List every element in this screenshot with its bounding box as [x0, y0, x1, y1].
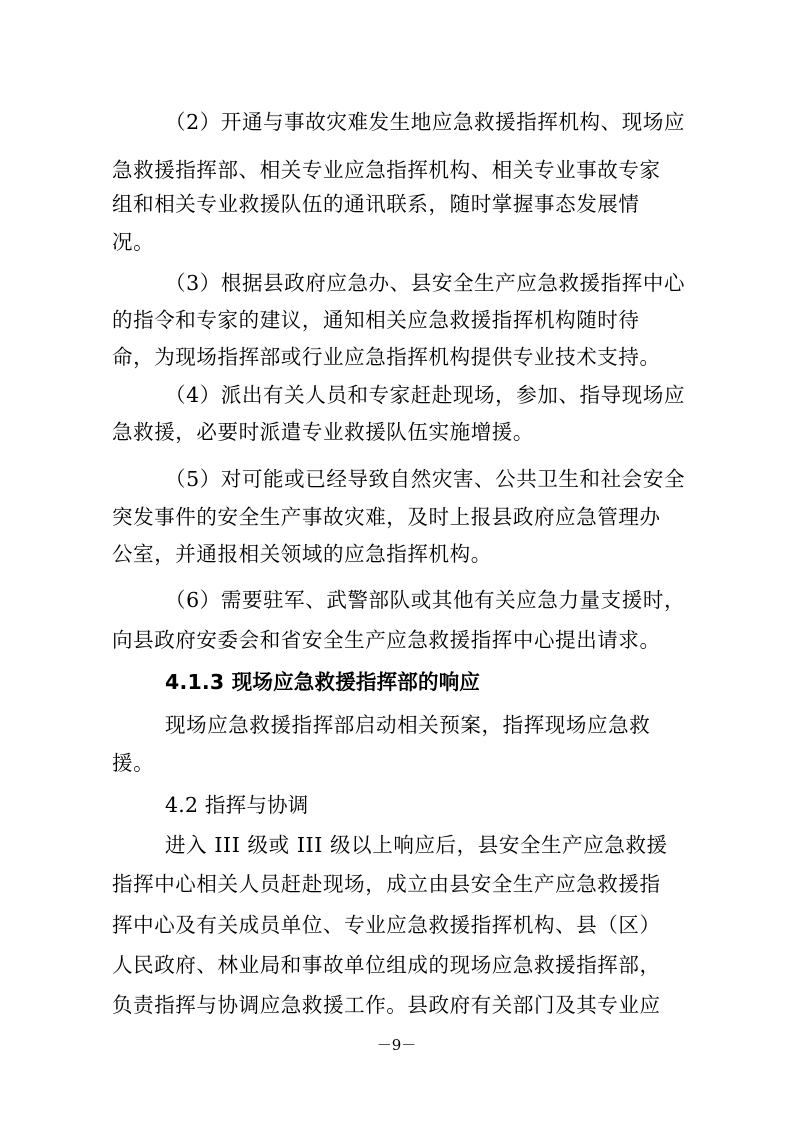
- paragraph-5-line: 突发事件的安全生产事故灾难，及时上报县政府应急管理办: [112, 505, 661, 529]
- paragraph-5-line: （5）对可能或已经导致自然灾害、公共卫生和社会安全: [165, 467, 686, 491]
- paragraph-6-line: （6）需要驻军、武警部队或其他有关应急力量支援时，: [165, 588, 686, 612]
- paragraph-2-line: 急救援指挥部、相关专业应急指挥机构、相关专业事故专家: [112, 158, 661, 182]
- paragraph-4-1-3-line: 援。: [112, 751, 155, 775]
- paragraph-3-line: 的指令和专家的建议，通知相关应急救援指挥机构随时待: [112, 308, 640, 332]
- paragraph-6-line: 向县政府安委会和省安全生产应急救援指挥中心提出请求。: [112, 628, 661, 652]
- paragraph-2-line: 况。: [112, 230, 155, 254]
- paragraph-3-line: 命，为现场指挥部或行业应急指挥机构提供专业技术支持。: [112, 345, 661, 369]
- paragraph-4-1-3-line: 现场应急救援指挥部启动相关预案，指挥现场应急救: [165, 713, 651, 737]
- paragraph-4-line: 急救援，必要时派遣专业救援队伍实施增援。: [112, 420, 534, 444]
- paragraph-2-line: 组和相关专业救援队伍的通讯联系，随时掌握事态发展情: [112, 192, 640, 216]
- page-number: －9－: [376, 1036, 417, 1054]
- paragraph-2-line: （2）开通与事故灾难发生地应急救援指挥机构、现场应: [165, 110, 686, 134]
- paragraph-4-2-line: 挥中心及有关成员单位、专业应急救援指挥机构、县（区）: [112, 913, 661, 937]
- section-heading-4-1-3: 4.1.3 现场应急救援指挥部的响应: [165, 670, 481, 694]
- paragraph-3-line: （3）根据县政府应急办、县安全生产应急救援指挥中心: [165, 271, 686, 295]
- paragraph-5-line: 公室，并通报相关领域的应急指挥机构。: [112, 542, 492, 566]
- paragraph-4-2-line: 负责指挥与协调应急救援工作。县政府有关部门及其专业应: [112, 993, 661, 1017]
- paragraph-4-2-line: 人民政府、林业局和事故单位组成的现场应急救援指挥部，: [112, 953, 661, 977]
- section-heading-4-2: 4.2 指挥与协调: [165, 793, 309, 817]
- paragraph-4-2-line: 进入 III 级或 III 级以上响应后，县安全生产应急救援: [165, 833, 668, 857]
- paragraph-4-2-line: 指挥中心相关人员赶赴现场，成立由县安全生产应急救援指: [112, 872, 661, 896]
- paragraph-4-line: （4）派出有关人员和专家赶赴现场，参加、指导现场应: [165, 383, 686, 407]
